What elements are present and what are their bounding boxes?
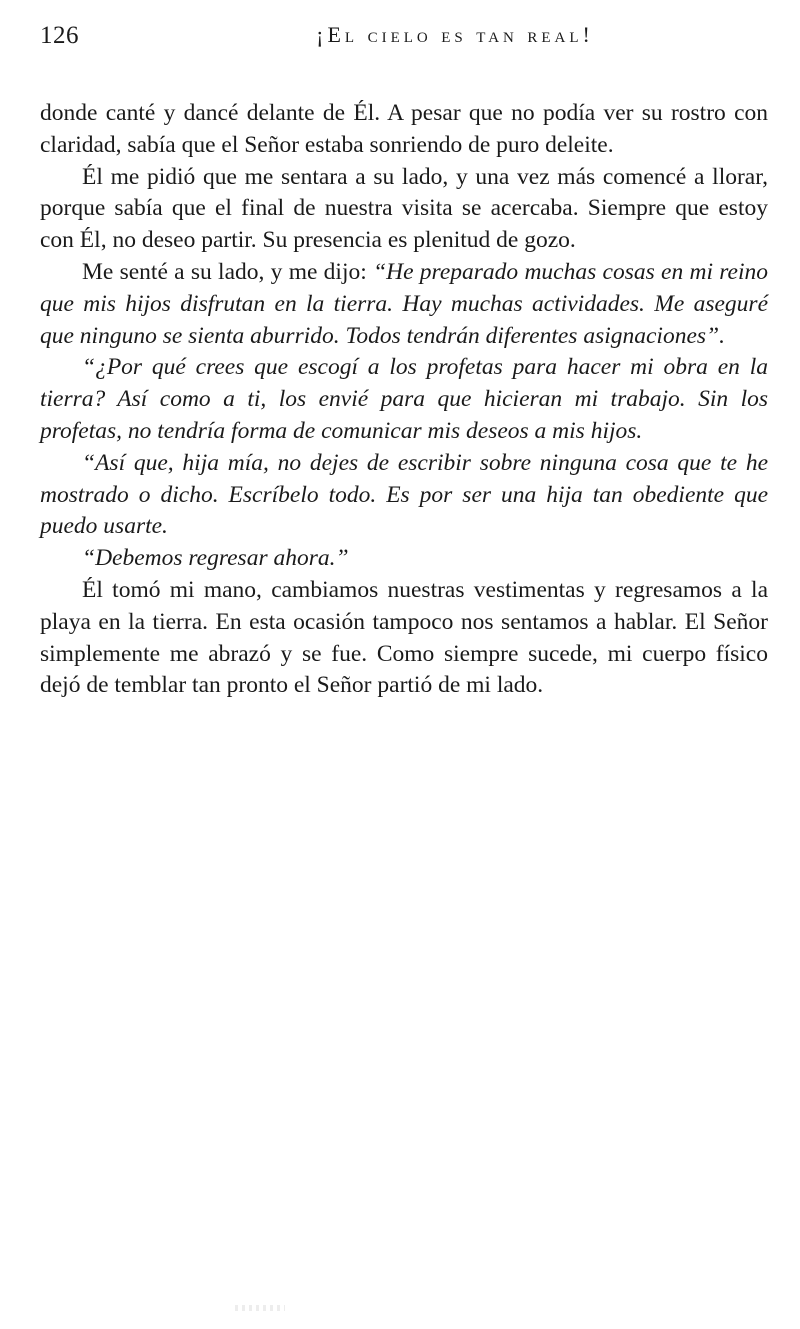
page-number: 126: [40, 22, 79, 49]
running-title: ¡El cielo es tan real!: [316, 22, 594, 47]
italic-quote: “¿Por qué crees que escogí a los profetas para hacer mi obra en la tierra? Así como a ti, los envié para que hicieran mi trabajo. Sin los profetas, no tendría forma de comunicar mis deseos a mis hijos.: [40, 354, 768, 444]
paragraph-1: [40, 98, 768, 162]
paragraph-4: [40, 352, 768, 447]
scan-smudge: [235, 1305, 285, 1311]
paragraph-3: [40, 257, 768, 352]
paragraph-6: [40, 543, 768, 575]
italic-quote: “Así que, hija mía, no dejes de escribir sobre ninguna cosa que te he mostrado o dicho. Escríbelo todo. Es por ser una hija tan obediente que puedo usarte.: [40, 449, 768, 540]
text-run: Él tomó mi mano, cambiamos nuestras vestimentas y regresamos a la playa en la tierra. En esta ocasión tampoco nos sentamos a hablar. El Señor simplemente me abrazó y se fue. Como siempre sucede, mi cuerpo físico dejó de temblar tan pronto el Señor partió de mi lado.: [40, 576, 768, 699]
paragraph-5: [40, 448, 768, 543]
text-run: donde canté y dancé delante de Él. A pesar que no podía ver su rostro con claridad, sabía que el Señor estaba sonriendo de puro deleite.: [40, 100, 768, 158]
running-header: [40, 22, 760, 56]
italic-quote: “Debemos regresar ahora.”: [82, 545, 349, 572]
body-text: [40, 98, 768, 702]
text-run: Él me pidió que me sentara a su lado, y una vez más comencé a llorar, porque sabía que el final de nuestra visita se acercaba. Siempre que estoy con Él, no deseo partir. Su presencia es plenitud de gozo.: [40, 163, 768, 254]
text-run: Me senté a su lado, y me dijo:: [82, 258, 374, 285]
paragraph-2: [40, 162, 768, 257]
italic-quote: “He preparado muchas cosas en mi reino que mis hijos disfrutan en la tierra. Hay muchas actividades. Me aseguré que ninguno se sienta aburrido. Todos tendrán diferentes asignaciones”.: [40, 258, 768, 349]
paragraph-7: [40, 575, 768, 702]
